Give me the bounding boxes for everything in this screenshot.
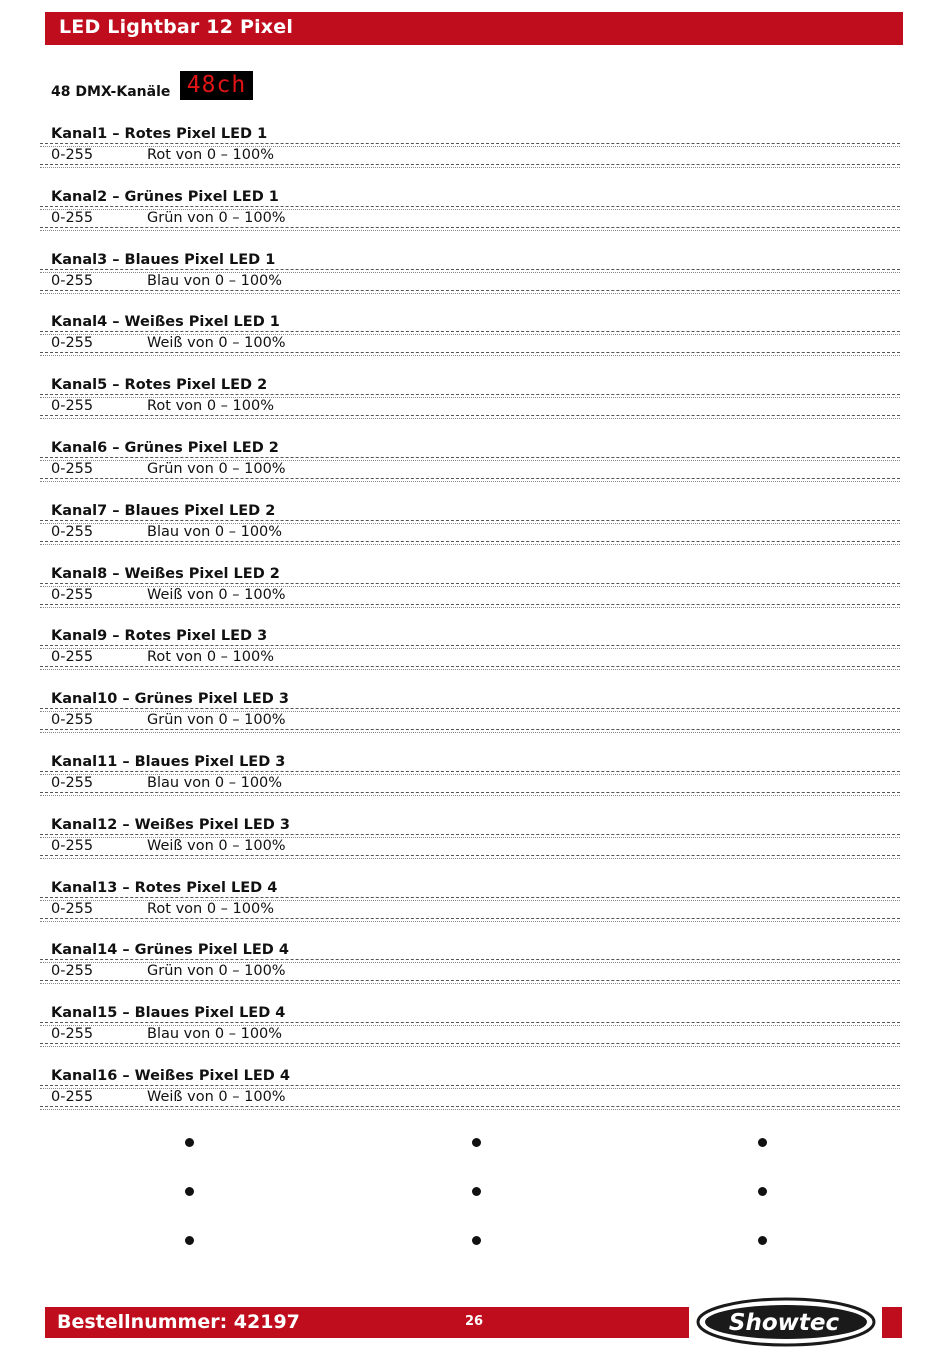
channel-description: Blau von 0 – 100%	[147, 523, 283, 540]
divider	[40, 918, 900, 919]
divider	[40, 729, 900, 730]
channel-description: Weiß von 0 – 100%	[147, 837, 286, 854]
divider	[40, 983, 900, 984]
channel-description: Rot von 0 – 100%	[147, 147, 274, 163]
channel-block	[0, 628, 950, 688]
divider	[40, 394, 900, 395]
divider	[40, 227, 900, 228]
channel-title: Kanal15 – Blaues Pixel LED 4	[51, 1005, 286, 1022]
divider	[40, 206, 900, 207]
channel-block	[0, 189, 950, 249]
channel-description: Rot von 0 – 100%	[147, 900, 274, 917]
divider	[40, 164, 900, 165]
divider	[40, 1046, 900, 1047]
divider	[40, 418, 900, 419]
page-number: 26	[465, 1314, 484, 1329]
divider	[40, 855, 900, 856]
channel-title: Kanal1 – Rotes Pixel LED 1	[51, 126, 268, 142]
channel-title: Kanal16 – Weißes Pixel LED 4	[51, 1068, 290, 1084]
divider	[40, 1022, 900, 1023]
header-bar	[45, 12, 903, 45]
bullet-icon	[472, 1138, 481, 1147]
channel-description: Grün von 0 – 100%	[147, 963, 286, 980]
channel-block	[0, 942, 950, 1002]
divider	[40, 415, 900, 416]
divider	[40, 771, 900, 772]
channel-range: 0-255	[51, 209, 94, 226]
divider	[40, 1109, 900, 1110]
footer-bar	[45, 1307, 689, 1338]
bullet-icon	[758, 1138, 767, 1147]
divider	[40, 167, 900, 168]
divider	[40, 921, 900, 922]
channel-title: Kanal4 – Weißes Pixel LED 1	[51, 314, 280, 331]
divider	[40, 541, 900, 542]
channel-block	[0, 1005, 950, 1065]
channel-block	[0, 252, 950, 312]
channel-title: Kanal2 – Grünes Pixel LED 1	[51, 188, 279, 205]
channel-range: 0-255	[51, 523, 94, 540]
divider	[40, 959, 900, 960]
channel-range: 0-255	[51, 586, 94, 603]
divider	[40, 1043, 900, 1044]
divider	[40, 980, 900, 981]
channel-range: 0-255	[51, 712, 94, 729]
channel-description: Blau von 0 – 100%	[147, 272, 283, 289]
channel-block	[0, 817, 950, 877]
channel-title: Kanal14 – Grünes Pixel LED 4	[51, 942, 289, 959]
channel-range: 0-255	[51, 649, 94, 666]
channel-description: Rot von 0 – 100%	[147, 398, 274, 415]
channel-description: Grün von 0 – 100%	[147, 461, 286, 477]
divider	[40, 352, 900, 353]
channel-block	[0, 691, 950, 751]
bullet-icon	[758, 1187, 767, 1196]
channel-block	[0, 440, 950, 500]
channel-range: 0-255	[51, 963, 94, 980]
channel-range: 0-255	[51, 900, 94, 917]
divider	[40, 478, 900, 479]
logo-text: Showtec	[728, 1310, 840, 1336]
order-number: Bestellnummer: 42197	[57, 1311, 300, 1333]
channel-range: 0-255	[51, 335, 94, 352]
channel-title: Kanal12 – Weißes Pixel LED 3	[51, 816, 290, 833]
divider	[40, 792, 900, 793]
divider	[40, 1085, 900, 1086]
page-title: LED Lightbar 12 Pixel	[59, 16, 294, 38]
channel-range: 0-255	[51, 1089, 94, 1105]
channel-block	[0, 566, 950, 626]
bullet-icon	[185, 1138, 194, 1147]
divider	[40, 457, 900, 458]
channel-range: 0-255	[51, 398, 94, 415]
channel-description: Weiß von 0 – 100%	[147, 1089, 286, 1105]
divider	[40, 143, 900, 144]
divider	[40, 355, 900, 356]
divider	[40, 583, 900, 584]
channel-title: Kanal7 – Blaues Pixel LED 2	[51, 502, 276, 519]
divider	[40, 897, 900, 898]
divider	[40, 834, 900, 835]
channel-block	[0, 503, 950, 563]
channel-range: 0-255	[51, 147, 94, 163]
divider	[40, 544, 900, 545]
bullet-icon	[185, 1236, 194, 1245]
dmx-channel-count: 48 DMX-Kanäle	[51, 84, 171, 100]
divider	[40, 293, 900, 294]
divider	[40, 607, 900, 608]
bullet-icon	[472, 1187, 481, 1196]
divider	[40, 1106, 900, 1107]
divider	[40, 520, 900, 521]
channel-block	[0, 880, 950, 940]
showtec-logo	[696, 1297, 876, 1347]
channel-title: Kanal6 – Grünes Pixel LED 2	[51, 440, 279, 456]
divider	[40, 269, 900, 270]
footer-strip	[882, 1307, 902, 1338]
channel-description: Grün von 0 – 100%	[147, 209, 286, 226]
channel-description: Grün von 0 – 100%	[147, 712, 286, 729]
channel-range: 0-255	[51, 837, 94, 854]
channel-description: Blau von 0 – 100%	[147, 775, 283, 791]
channel-title: Kanal3 – Blaues Pixel LED 1	[51, 251, 276, 268]
divider	[40, 858, 900, 859]
divider	[40, 666, 900, 667]
channel-description: Weiß von 0 – 100%	[147, 586, 286, 603]
bullet-icon	[185, 1187, 194, 1196]
divider	[40, 669, 900, 670]
channel-block	[0, 126, 950, 186]
divider	[40, 732, 900, 733]
channel-description: Blau von 0 – 100%	[147, 1026, 283, 1043]
channel-description: Weiß von 0 – 100%	[147, 335, 286, 352]
divider	[40, 290, 900, 291]
divider	[40, 481, 900, 482]
channel-title: Kanal13 – Rotes Pixel LED 4	[51, 879, 278, 896]
channel-title: Kanal9 – Rotes Pixel LED 3	[51, 628, 268, 645]
channel-block	[0, 314, 950, 374]
channel-block	[0, 1068, 950, 1128]
channel-block	[0, 754, 950, 814]
channel-range: 0-255	[51, 461, 94, 477]
channel-title: Kanal10 – Grünes Pixel LED 3	[51, 691, 289, 708]
bullet-icon	[472, 1236, 481, 1245]
divider	[40, 230, 900, 231]
divider	[40, 331, 900, 332]
dmx-display-badge: 48ch	[180, 71, 253, 100]
channel-title: Kanal5 – Rotes Pixel LED 2	[51, 377, 268, 394]
bullet-icon	[758, 1236, 767, 1245]
channel-block	[0, 377, 950, 437]
divider	[40, 604, 900, 605]
channel-title: Kanal11 – Blaues Pixel LED 3	[51, 754, 286, 770]
channel-description: Rot von 0 – 100%	[147, 649, 274, 666]
channel-range: 0-255	[51, 1026, 94, 1043]
divider	[40, 645, 900, 646]
channel-range: 0-255	[51, 272, 94, 289]
channel-title: Kanal8 – Weißes Pixel LED 2	[51, 565, 280, 582]
divider	[40, 795, 900, 796]
divider	[40, 708, 900, 709]
channel-range: 0-255	[51, 775, 94, 791]
